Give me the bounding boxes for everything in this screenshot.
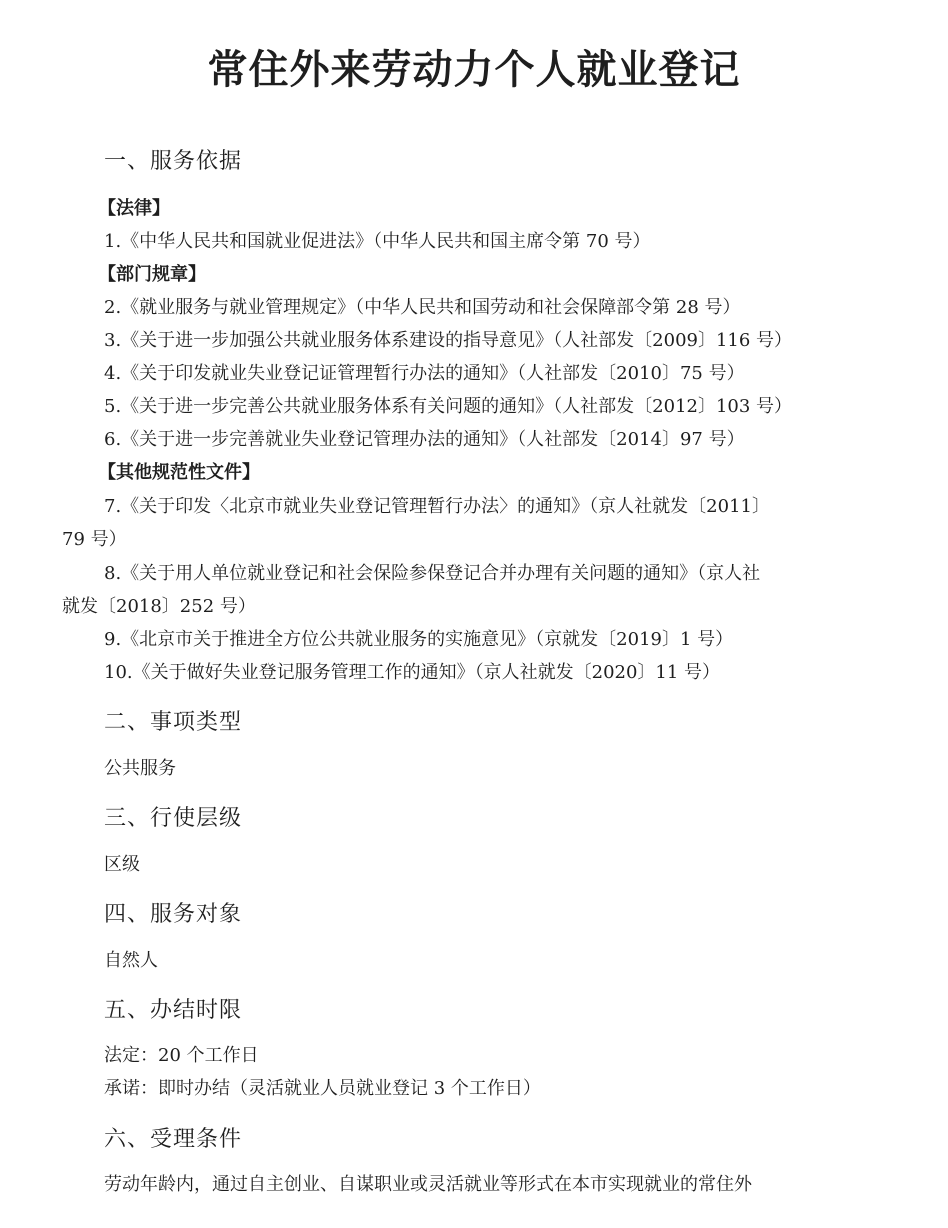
rules-item-6: 6.《关于进一步完善就业失业登记管理办法的通知》（人社部发〔2014〕97 号） — [104, 429, 745, 450]
rules-item-3: 3.《关于进一步加强公共就业服务体系建设的指导意见》（人社部发〔2009〕116 号） — [104, 330, 793, 351]
conditions-text: 劳动年龄内，通过自主创业、自谋职业或灵活就业等形式在本市实现就业的常住外 — [104, 1174, 752, 1195]
subheading-other: 【其他规范性文件】 — [98, 462, 260, 483]
other-item-8-line1: 8.《关于用人单位就业登记和社会保险参保登记合并办理有关问题的通知》（京人社 — [104, 563, 761, 584]
subheading-law: 【法律】 — [98, 198, 170, 219]
other-item-9: 9.《北京市关于推进全方位公共就业服务的实施意见》（京就发〔2019〕1 号） — [104, 629, 734, 650]
law-item-1: 1.《中华人民共和国就业促进法》（中华人民共和国主席令第 70 号） — [104, 231, 651, 252]
other-item-7-line2: 79 号） — [62, 529, 127, 550]
time-limit-statutory: 法定：20 个工作日 — [104, 1045, 259, 1066]
section-heading-basis: 一、服务依据 — [104, 149, 243, 174]
section-heading-target: 四、服务对象 — [104, 902, 243, 927]
subheading-rules: 【部门规章】 — [98, 264, 206, 285]
type-value: 公共服务 — [104, 758, 176, 779]
page-title: 常住外来劳动力个人就业登记 — [207, 46, 741, 93]
other-item-7-line1: 7.《关于印发〈北京市就业失业登记管理暂行办法〉的通知》（京人社就发〔2011〕 — [104, 496, 770, 517]
rules-item-2: 2.《就业服务与就业管理规定》（中华人民共和国劳动和社会保障部令第 28 号） — [104, 297, 741, 318]
section-heading-conditions: 六、受理条件 — [104, 1127, 243, 1152]
other-item-8-line2: 就发〔2018〕252 号） — [62, 596, 256, 617]
section-heading-time-limit: 五、办结时限 — [104, 998, 243, 1023]
section-heading-level: 三、行使层级 — [104, 806, 243, 831]
other-item-10: 10.《关于做好失业登记服务管理工作的通知》（京人社就发〔2020〕11 号） — [104, 662, 721, 683]
target-value: 自然人 — [104, 950, 158, 971]
rules-item-5: 5.《关于进一步完善公共就业服务体系有关问题的通知》（人社部发〔2012〕103 号） — [104, 396, 793, 417]
time-limit-promise: 承诺：即时办结（灵活就业人员就业登记 3 个工作日） — [104, 1078, 541, 1099]
section-heading-type: 二、事项类型 — [104, 710, 243, 735]
level-value: 区级 — [104, 854, 140, 875]
rules-item-4: 4.《关于印发就业失业登记证管理暂行办法的通知》（人社部发〔2010〕75 号） — [104, 363, 745, 384]
